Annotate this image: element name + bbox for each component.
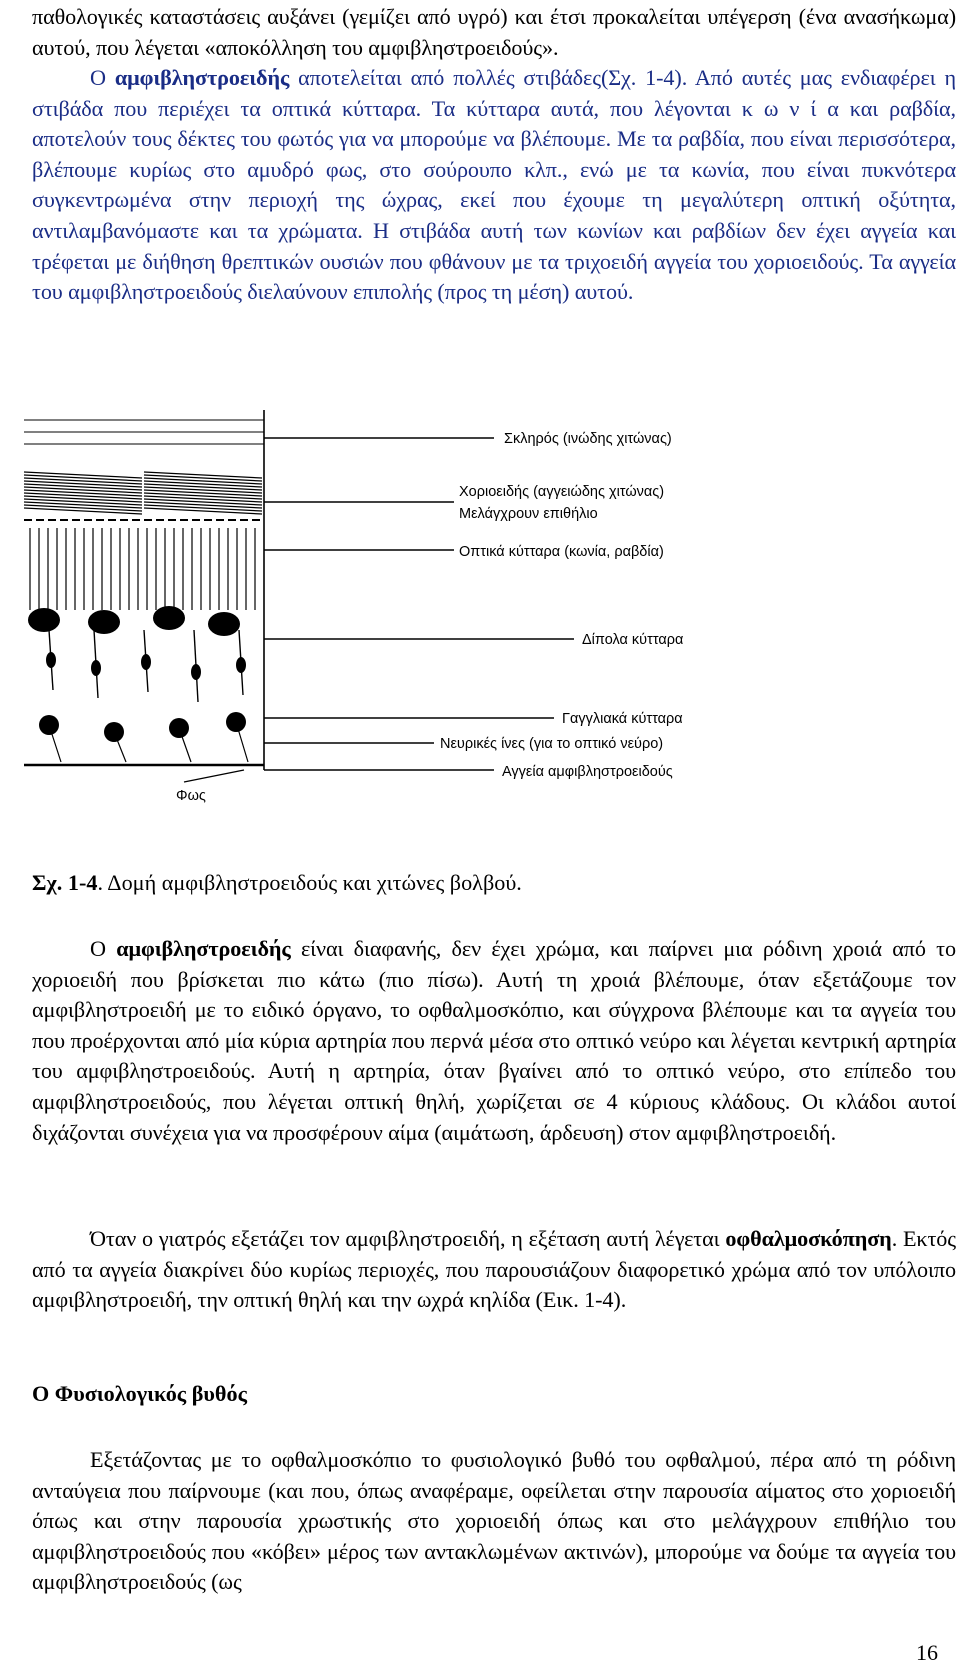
paragraph-2	[32, 63, 956, 308]
paragraph-4-start: Όταν ο γιατρός εξετάζει τον αμφιβληστροειδή, η εξέταση αυτή λέγεται	[90, 1226, 720, 1251]
choroid-hatch-line	[144, 496, 262, 502]
cell-body	[28, 608, 60, 632]
choroid-hatch-line	[24, 481, 142, 487]
choroid-hatch-line	[24, 508, 142, 514]
choroid-hatch-line	[24, 472, 142, 478]
cell-body	[208, 612, 240, 636]
choroid-hatch-line	[144, 481, 262, 487]
paragraph-3-text: είναι διαφανής, δεν έχει χρώμα, και παίρνει μια ρόδινη χροιά από το χοριοειδή που βρίσκεται πιο κάτω (πιο πίσω). Αυτή τη χροιά βλέπουμε, όταν εξετάζουμε τον αμφιβληστροειδή με το ειδικό όργανο, το οφθαλμοσκόπιο, και σύγχρονα βλέπουμε και τα αγγεία του που προέρχονται από μία κύρια αρτηρία που περνά μέσα στο οπτικό νεύρο και λέγεται κεντρική αρτηρία του αμφιβληστροειδούς. Αυτή η αρτηρία, όταν βγαίνει από το οπτικό νεύρο, στο επίπεδο του αμφιβληστροειδούς, που λέγεται οπτική θηλή, χωρίζεται σε 4 κύριους κλάδους. Οι κλάδοι αυτοί διχάζονται συνέχεια για να προσφέρουν αίμα (αιμάτωση, άρδευση) στον αμφιβληστροειδή.	[32, 936, 956, 1145]
paragraph-3	[32, 934, 956, 1148]
paragraph-4-text: . Εκτός από τα αγγεία διακρίνει δύο κυρίως περιοχές, που παρουσιάζουν διαφορετικό χρώμα από τον υπόλοιπο αμφιβληστροειδή, την οπτική θηλή και την ωχρά κηλίδα (Εικ. 1-4).	[32, 1226, 956, 1313]
bipolar-cell	[91, 660, 101, 676]
choroid-hatch-line	[144, 502, 262, 508]
figure-caption	[32, 870, 522, 896]
paragraph-5-text: Εξετάζοντας με το οφθαλμοσκόπιο το φυσιολογικό βυθό του οφθαλμού, πέρα από τη ρόδινη ανταύγεια που παίρνουμε (και που, όπως αναφέραμε, οφείλεται στην παρουσία αίματος στο χοριοειδή όπως και στην παρουσία χρωστικής στο χοριοειδή όπως και στο μελάγχρουν επιθήλιο του αμφιβληστροειδούς που «κόβει» μέρος των αντακλωμένων ακτινών), μπορούμε να δούμε τα αγγεία του αμφιβληστροειδούς (ως	[32, 1447, 956, 1595]
paragraph-3-start: Ο	[90, 936, 106, 961]
paragraph-3-bold-term: αμφιβληστροειδής	[116, 936, 291, 961]
section-heading: Ο Φυσιολογικός βυθός	[32, 1381, 247, 1406]
bipolar-cell	[236, 657, 246, 673]
choroid-hatch-line	[24, 496, 142, 502]
label-nerve-fibers: Νευρικές ίνες (για το οπτικό νεύρο)	[440, 736, 664, 752]
label-retinal-vessels: Αγγεία αμφιβληστροειδούς	[502, 764, 673, 780]
choroid-hatch-line	[24, 499, 142, 505]
paragraph-2-start: Ο	[90, 65, 106, 90]
choroid-hatch-line	[24, 490, 142, 496]
choroid-hatch-line	[144, 487, 262, 493]
choroid-hatch-line	[144, 478, 262, 484]
choroid-hatching	[24, 472, 262, 514]
choroid-hatch-line	[144, 508, 262, 514]
choroid-hatch-line	[144, 484, 262, 490]
choroid-hatch-line	[144, 472, 262, 478]
choroid-hatch-line	[144, 490, 262, 496]
choroid-hatch-line	[144, 493, 262, 499]
paragraph-1-text: παθολογικές καταστάσεις αυξάνει (γεμίζει από υγρό) και έτσι προκαλείται υπέγερση (ένα ανασήκωμα) αυτού, που λέγεται «αποκόλληση του αμφιβληστροειδούς».	[32, 4, 956, 60]
choroid-hatch-line	[24, 493, 142, 499]
choroid-hatch-line	[24, 475, 142, 481]
caption-label: Σχ. 1-4	[32, 870, 98, 895]
light-arrow	[184, 770, 244, 782]
choroid-hatch-line	[24, 478, 142, 484]
label-pigment-epithelium: Μελάγχρουν επιθήλιο	[459, 506, 598, 522]
paragraph-4-bold-term: οφθαλμοσκόπηση	[725, 1226, 892, 1251]
choroid-hatch-line	[24, 502, 142, 508]
retina-layers-figure	[176, 410, 784, 850]
page-number: 16	[916, 1640, 938, 1665]
label-ganglion-cells: Γαγγλιακά κύτταρα	[562, 711, 683, 727]
paragraph-5	[32, 1445, 956, 1598]
label-light: Φως	[176, 788, 206, 804]
paragraph-2-text: αποτελείται από πολλές στιβάδες(Σχ. 1-4). Από αυτές μας ενδιαφέρει η στιβάδα που περιέχει τα οπτικά κύτταρα. Τα κύτταρα αυτά, που λέγονται κ ω ν ί α και ραβδία, αποτελούν τους δέκτες του φωτός για να μπορούμε να βλέπουμε. Με τα ραβδία, που είναι περισσότερα, βλέπουμε κυρίως στο αμυδρό φως, στο σούρουπο κλπ., ενώ με τα κωνία, που είναι πυκνότερα συγκεντρωμένα στην περιοχή της ώχρας, εκεί που έχουμε τη μεγαλύτερη οπτική οξύτητα, αντιλαμβανόμαστε και τα χρώματα. Η στιβάδα αυτή των κωνίων και ραβδίων δεν έχει αγγεία και τρέφεται με διήθηση θρεπτικών ουσιών που φθάνουν με τα τριχοειδή αγγεία του χοριοειδούς. Τα αγγεία του αμφιβληστροειδούς διελαύνουν επιπολής (προς τη μέση) αυτού.	[32, 65, 957, 305]
choroid-hatch-line	[144, 505, 262, 511]
choroid-hatch-line	[144, 475, 262, 481]
label-choroid: Χοριοειδής (αγγειώδης χιτώνας)	[459, 484, 665, 500]
label-photoreceptors: Οπτικά κύτταρα (κωνία, ραβδία)	[459, 544, 664, 560]
bipolar-cell	[46, 652, 56, 668]
paragraph-1	[32, 2, 956, 63]
choroid-hatch-line	[24, 484, 142, 490]
bipolar-cell	[191, 664, 201, 680]
bipolar-cell	[141, 654, 151, 670]
label-bipolar-cells: Δίπολα κύτταρα	[582, 632, 684, 648]
label-sclera: Σκληρός (ινώδης χιτώνας)	[504, 431, 672, 447]
retina-cells-drawing	[24, 520, 264, 782]
paragraph-2-bold-term: αμφιβληστροειδής	[114, 65, 290, 90]
cell-body	[153, 606, 185, 630]
choroid-hatch-line	[144, 499, 262, 505]
choroid-hatch-line	[24, 487, 142, 493]
cell-body	[88, 610, 120, 634]
sclera-lines	[24, 420, 264, 444]
caption-text: . Δομή αμφιβληστροειδούς και χιτώνες βολβού.	[97, 870, 522, 895]
choroid-hatch-line	[24, 505, 142, 511]
paragraph-4	[32, 1224, 956, 1316]
